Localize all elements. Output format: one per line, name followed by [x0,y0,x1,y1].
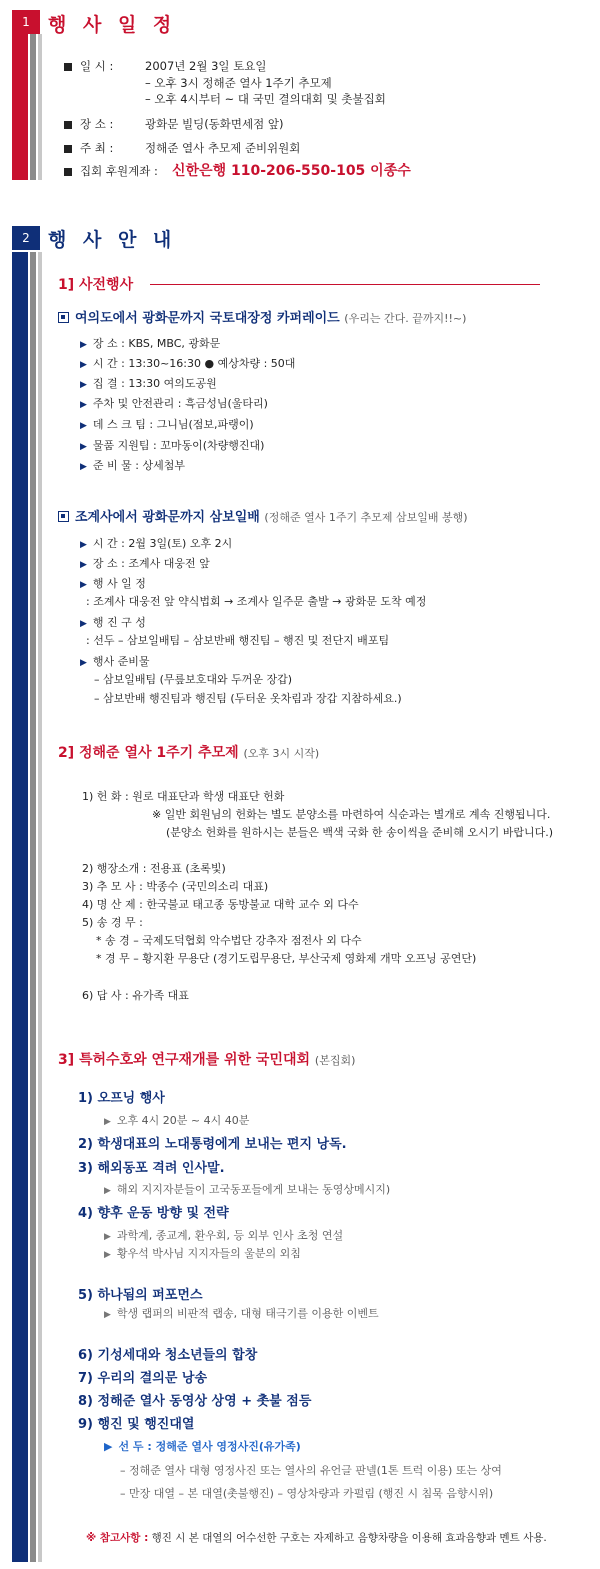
section-1-title: 행 사 일 정 [48,14,177,36]
rally-item-5-detail: ▶ 학생 랩퍼의 비판적 랩송, 대형 태극기를 이용한 이벤트 [104,1307,379,1320]
host-value: 정해준 열사 추모제 준비위원회 [145,141,301,155]
rally-item-1: 1) 오프닝 행사 [78,1091,165,1106]
sambo-time: ▶ 시 간 : 2월 3일(토) 오후 2시 [80,537,233,550]
carparade-item-1: ▶ 장 소 : KBS, MBC, 광화문 [80,337,221,350]
carparade-item-6: ▶ 물품 지원팀 : 꼬마동이(차량행진대) [80,439,265,452]
triangle-bullet-icon: ▶ [80,560,87,570]
sambo-prep-label: ▶ 행사 준비물 [80,655,150,668]
memorial-item-1-note-a: ※ 일반 회원님의 헌화는 별도 분양소를 마련하여 식순과는 별개로 계속 진행됩니다. [152,808,551,821]
rally-item-9-detail-b: – 만장 대열 – 본 대열(촛불행진) – 영상차량과 카펄림 (행진 시 침묵 음향시위) [120,1487,494,1500]
square-bullet-icon [64,121,72,129]
section-2-sidebar [12,252,44,1562]
rally-heading: 3] 특허수호와 연구재개를 위한 국민대회 (본집회) [58,1052,356,1068]
triangle-bullet-icon: ▶ [104,1440,113,1453]
rally-item-5: 5) 하나됨의 퍼포먼스 [78,1288,203,1303]
carparade-item-3: ▶ 집 결 : 13:30 여의도공원 [80,377,217,390]
sambo-prep-2: – 삼보반배 행진팀과 행진팀 (두터운 옷차림과 장갑 지참하세요.) [94,692,402,705]
date-sub-1: – 오후 3시 정해준 열사 1주기 추모제 [145,76,332,90]
sambo-compose-label: ▶ 행 진 구 성 [80,616,146,629]
triangle-bullet-icon: ▶ [80,658,87,668]
section-1-sidebar [12,34,44,180]
rally-item-1-detail: ▶ 오후 4시 20분 ~ 4시 40분 [104,1114,250,1127]
triangle-bullet-icon: ▶ [80,442,87,452]
memorial-item-2: 2) 행장소개 : 전용표 (초록빛) [82,862,226,875]
sambo-schedule: : 조계사 대웅전 앞 약식법회 → 조계사 일주문 출발 → 광화문 도착 예정 [86,595,427,608]
square-box-icon [58,511,69,522]
triangle-bullet-icon: ▶ [104,1117,111,1127]
sambo-schedule-label: ▶ 행 사 일 정 [80,577,146,590]
section-1 [0,0,600,185]
square-bullet-icon [64,168,72,176]
carparade-title: 여의도에서 광화문까지 국토대장정 카퍼레이드 (우리는 간다. 끝까지!!~) [58,307,466,326]
triangle-bullet-icon: ▶ [104,1310,111,1320]
triangle-bullet-icon: ▶ [80,380,87,390]
memorial-item-5-b: * 경 무 – 황지환 무용단 (경기도립무용단, 부산국제 영화제 개막 오프닝 공연단) [96,952,477,965]
triangle-bullet-icon: ▶ [80,540,87,550]
memorial-item-6: 6) 답 사 : 유가족 대표 [82,989,189,1002]
memorial-item-4: 4) 명 산 제 : 한국불교 태고종 동방불교 대학 교수 외 다수 [82,898,359,911]
square-box-icon [58,312,69,323]
triangle-bullet-icon: ▶ [80,340,87,350]
memorial-item-3: 3) 추 모 사 : 박종수 (국민의소리 대표) [82,880,269,893]
place-value: 광화문 빌딩(동화면세점 앞) [145,117,284,131]
triangle-bullet-icon: ▶ [80,619,87,629]
triangle-bullet-icon: ▶ [104,1232,111,1242]
date-sub-2: – 오후 4시부터 ~ 대 국민 결의대회 및 촛불집회 [145,92,386,106]
rally-item-4-detail-a: ▶ 과학계, 종교계, 환우회, 등 외부 인사 초청 연설 [104,1229,344,1242]
memorial-item-1: 1) 헌 화 : 원로 대표단과 학생 대표단 헌화 [82,790,285,803]
date-row: 일 시 : [64,58,113,74]
pre-event-divider [150,284,540,285]
date-main: 2007년 2월 3일 토요일 [145,59,267,73]
pre-event-heading: 1] 사전행사 [58,277,134,293]
memorial-heading: 2] 정해준 열사 1주기 추모제 (오후 3시 시작) [58,745,320,761]
footnote: ※ 참고사항 : 행진 시 본 대열의 어수선한 구호는 자제하고 음향차량을 이용해 효과음향과 멘트 사용. [86,1532,547,1544]
host-row: 주 최 : [64,140,113,156]
place-row: 장 소 : [64,116,113,132]
rally-item-9: 9) 행진 및 행진대열 [78,1417,195,1432]
rally-item-9-lead: ▶ 선 두 : 정해준 열사 영정사진(유가족) [104,1440,301,1453]
carparade-item-4: ▶ 주차 및 안전관리 : 흑금성님(울타리) [80,397,268,410]
account-value: 신한은행 110-206-550-105 이종수 [172,163,411,179]
rally-item-9-detail-a: – 정해준 열사 대형 영정사진 또는 열사의 유언글 판넬(1톤 트럭 이용) 또는 상여 [120,1464,502,1477]
rally-item-4-detail-b: ▶ 황우석 박사님 지지자들의 울분의 외침 [104,1247,301,1260]
section-2-title: 행 사 안 내 [48,229,177,251]
triangle-bullet-icon: ▶ [80,360,87,370]
rally-item-4: 4) 향후 운동 방향 및 전략 [78,1206,229,1221]
sambo-prep-1: – 삼보일배팀 (무릎보호대와 두꺼운 장갑) [94,673,293,686]
memorial-item-1-note-b: (분양소 헌화를 원하시는 분들은 백색 국화 한 송이씩을 준비해 오시기 바랍니다.) [166,826,554,839]
carparade-item-5: ▶ 데 스 크 팀 : 그니님(점보,파랭이) [80,418,254,431]
memorial-item-5: 5) 송 경 무 : [82,916,143,929]
triangle-bullet-icon: ▶ [104,1250,111,1260]
carparade-item-7: ▶ 준 비 물 : 상세첨부 [80,459,185,472]
section-1-number: 1 [12,10,40,34]
memorial-item-5-a: * 송 경 – 국제도덕협회 악수법단 강추자 점전사 외 다수 [96,934,362,947]
sambo-compose: : 선두 – 삼보일배팀 – 삼보반배 행진팀 – 행진 및 전단지 배포팀 [86,634,390,647]
carparade-item-2: ▶ 시 간 : 13:30~16:30 ● 예상차량 : 50대 [80,357,296,370]
sambo-place: ▶ 장 소 : 조계사 대웅전 앞 [80,557,210,570]
section-2-number: 2 [12,226,40,250]
rally-item-7: 7) 우리의 결의문 낭송 [78,1371,208,1386]
rally-item-8: 8) 정해준 열사 동영상 상영 + 촛불 점등 [78,1394,312,1409]
rally-item-6: 6) 기성세대와 청소년들의 합창 [78,1348,258,1363]
sambo-title: 조계사에서 광화문까지 삼보일배 (정해준 열사 1주기 추모제 삼보일배 봉행) [58,506,468,525]
triangle-bullet-icon: ▶ [104,1186,111,1196]
account-row: 집회 후원계좌 : [64,163,158,179]
triangle-bullet-icon: ▶ [80,462,87,472]
rally-item-3: 3) 해외동포 격려 인사말. [78,1161,225,1176]
square-bullet-icon [64,145,72,153]
rally-item-3-detail: ▶ 해외 지지자분들이 고국동포들에게 보내는 동영상메시지) [104,1183,391,1196]
triangle-bullet-icon: ▶ [80,580,87,590]
triangle-bullet-icon: ▶ [80,400,87,410]
rally-item-2: 2) 학생대표의 노대통령에게 보내는 편지 낭독. [78,1137,347,1152]
square-bullet-icon [64,63,72,71]
triangle-bullet-icon: ▶ [80,421,87,431]
